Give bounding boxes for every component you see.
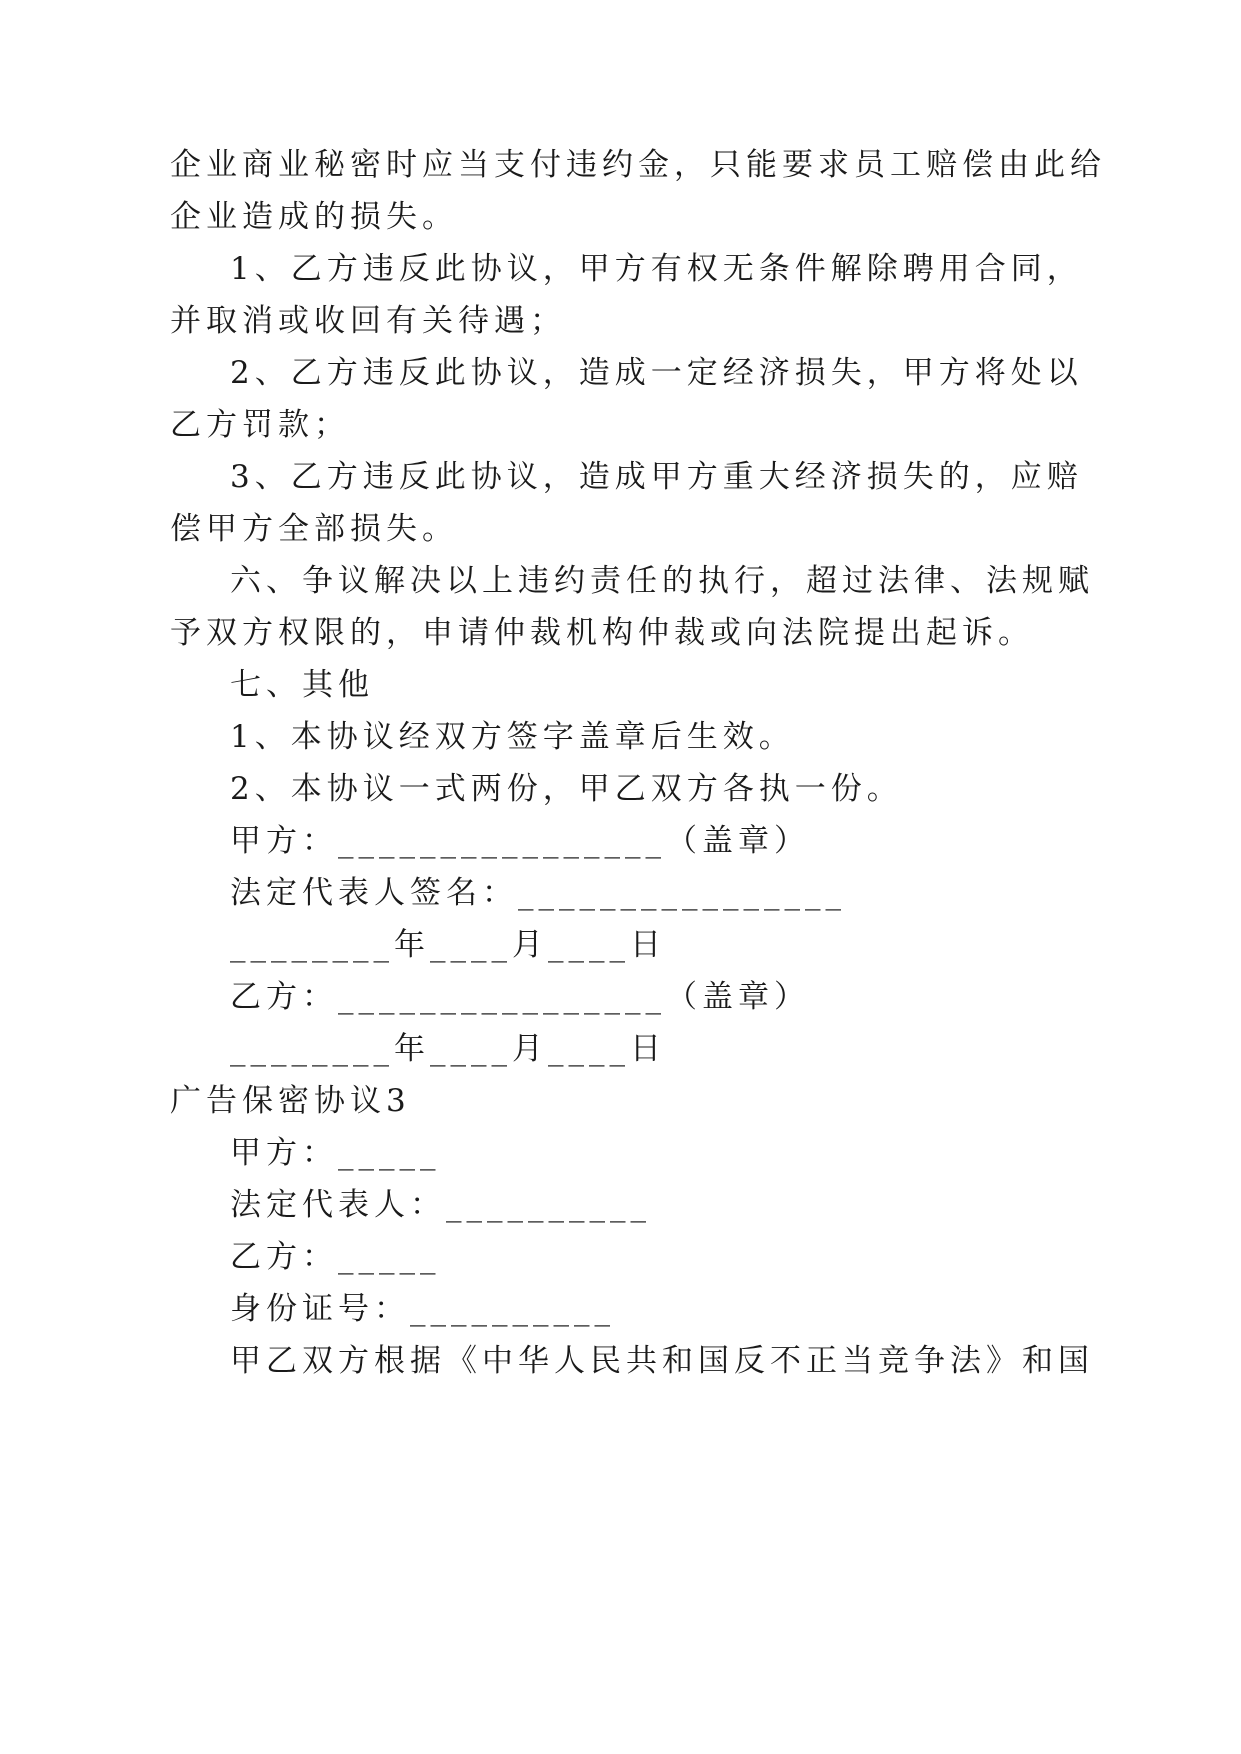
clause-item: 2、本协议一式两份，甲乙双方各执一份。 bbox=[230, 771, 903, 807]
body-text-line: 企业商业秘密时应当支付违约金，只能要求员工赔偿由此给 bbox=[170, 147, 1106, 183]
document-title: 广告保密协议3 bbox=[170, 1083, 411, 1119]
clause-item: 1、本协议经双方签字盖章后生效。 bbox=[230, 719, 795, 755]
legal-rep-signature-line: 法定代表人签名：________________ bbox=[230, 875, 846, 911]
legal-rep-field: 法定代表人：__________ bbox=[230, 1187, 651, 1223]
party-a-field: 甲方：_____ bbox=[230, 1135, 441, 1171]
party-b-field: 乙方：_____ bbox=[230, 1239, 441, 1275]
body-text-line: 甲乙双方根据《中华人民共和国反不正当竞争法》和国 bbox=[230, 1343, 1094, 1379]
party-b-signature-line: 乙方：________________（盖章） bbox=[230, 979, 810, 1015]
body-text-line: 乙方罚款； bbox=[170, 407, 350, 443]
party-a-signature-line: 甲方：________________（盖章） bbox=[230, 823, 810, 859]
body-text-line: 企业造成的损失。 bbox=[170, 199, 458, 235]
clause-item: 2、乙方违反此协议，造成一定经济损失，甲方将处以 bbox=[230, 355, 1083, 391]
section-heading: 六、争议解决以上违约责任的执行，超过法律、法规赋 bbox=[230, 563, 1094, 599]
date-line: ________年____月____日 bbox=[230, 927, 666, 963]
date-line: ________年____月____日 bbox=[230, 1031, 666, 1067]
body-text-line: 并取消或收回有关待遇； bbox=[170, 303, 566, 339]
section-heading: 七、其他 bbox=[230, 667, 374, 703]
id-number-field: 身份证号：__________ bbox=[230, 1291, 615, 1327]
clause-item: 3、乙方违反此协议，造成甲方重大经济损失的，应赔 bbox=[230, 459, 1083, 495]
clause-item: 1、乙方违反此协议，甲方有权无条件解除聘用合同， bbox=[230, 251, 1083, 287]
body-text-line: 予双方权限的，申请仲裁机构仲裁或向法院提出起诉。 bbox=[170, 615, 1034, 651]
body-text-line: 偿甲方全部损失。 bbox=[170, 511, 458, 547]
